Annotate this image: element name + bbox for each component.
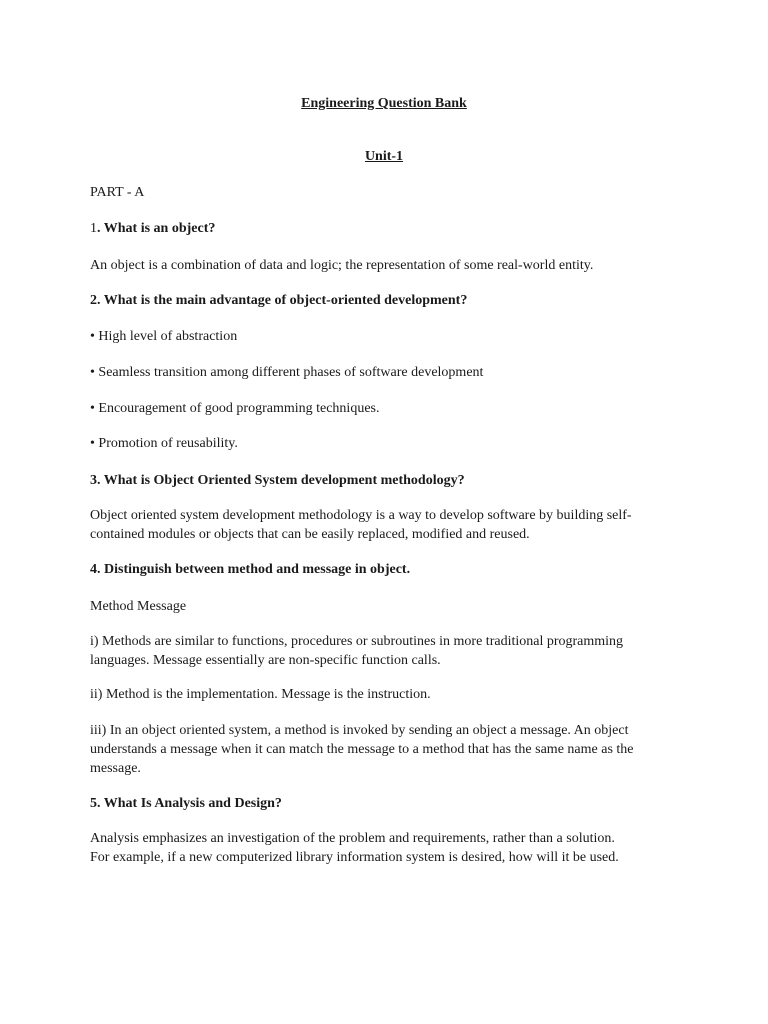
answer-4-point-3-line-1: iii) In an object oriented system, a method is invoked by sending an object a message. An object: [90, 723, 629, 738]
part-heading: PART - A: [90, 185, 145, 200]
question-2: 2. What is the main advantage of object-oriented development?: [90, 293, 468, 308]
answer-3-line-1: Object oriented system development methodology is a way to develop software by building self-: [90, 508, 632, 523]
question-1-number: 1: [90, 221, 97, 236]
question-5: 5. What Is Analysis and Design?: [90, 796, 282, 811]
bullet-item: • Encouragement of good programming techniques.: [90, 401, 380, 416]
unit-heading: Unit-1: [364, 149, 404, 164]
question-1-text: . What is an object?: [97, 221, 216, 236]
answer-3-line-2: contained modules or objects that can be easily replaced, modified and reused.: [90, 527, 530, 542]
method-message-header: Method Message: [90, 599, 187, 614]
question-1: [90, 219, 680, 238]
answer-1: An object is a combination of data and logic; the representation of some real-world entity.: [90, 258, 594, 273]
answer-5-line-1: Analysis emphasizes an investigation of the problem and requirements, rather than a solution.: [90, 831, 615, 846]
answer-4-point-1-line-1: i) Methods are similar to functions, procedures or subroutines in more traditional programming: [90, 634, 624, 649]
question-4: 4. Distinguish between method and message in object.: [90, 562, 411, 577]
answer-4-point-3-line-2: understands a message when it can match the message to a method that has the same name as the: [90, 742, 634, 757]
document-title: Engineering Question Bank: [301, 96, 467, 111]
answer-4-point-3-line-3: message.: [90, 761, 141, 776]
question-3: 3. What is Object Oriented System development methodology?: [90, 473, 465, 488]
bullet-item: • Promotion of reusability.: [90, 436, 238, 451]
answer-5-line-2: For example, if a new computerized library information system is desired, how will it be used.: [90, 850, 619, 865]
bullet-item: • Seamless transition among different phases of software development: [90, 365, 484, 380]
answer-4-point-1-line-2: languages. Message essentially are non-specific function calls.: [90, 653, 441, 668]
bullet-item: • High level of abstraction: [90, 329, 238, 344]
answer-4-point-2: ii) Method is the implementation. Message is the instruction.: [90, 687, 431, 702]
